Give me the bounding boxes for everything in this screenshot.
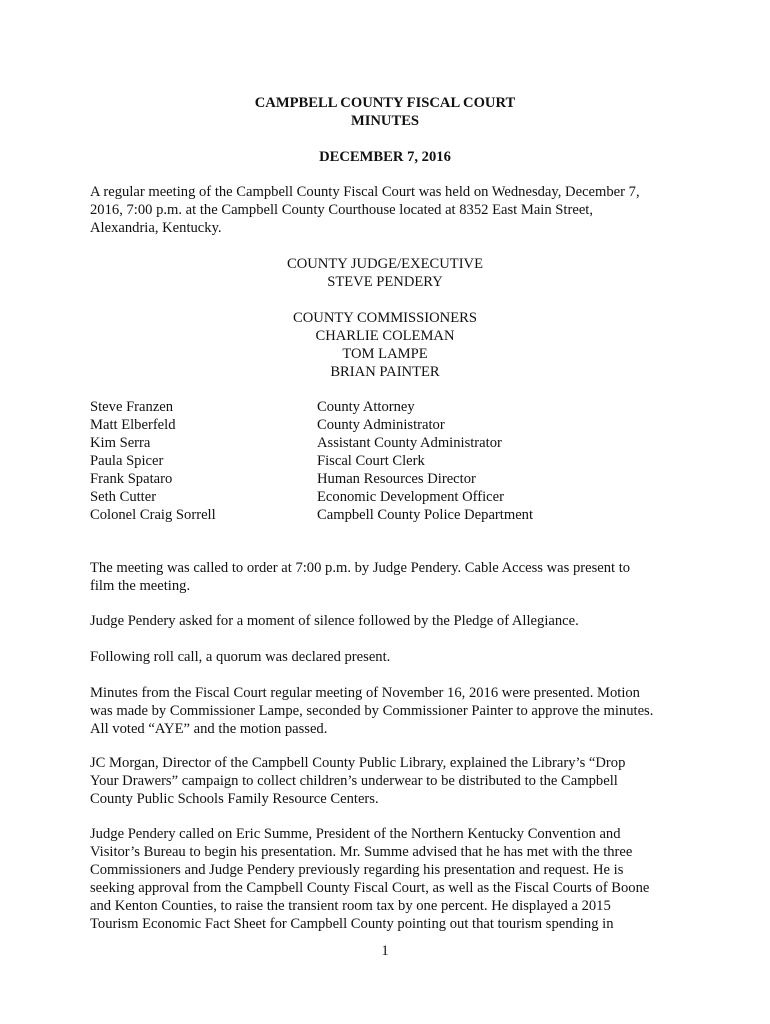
commissioners-block — [0, 309, 770, 381]
paragraph-line: 2016, 7:00 p.m. at the Campbell County Courthouse located at 8352 East Main Street, — [90, 202, 593, 218]
staff-name: Steve Franzen — [90, 399, 174, 415]
staff-title: Assistant County Administrator — [317, 435, 502, 451]
staff-title: Human Resources Director — [317, 471, 476, 487]
staff-name: Matt Elberfeld — [90, 417, 176, 433]
paragraph-pledge — [90, 612, 690, 630]
paragraph-line: Following roll call, a quorum was declared present. — [90, 649, 391, 665]
paragraph-line: film the meeting. — [90, 578, 191, 594]
staff-title: Economic Development Officer — [317, 489, 504, 505]
paragraph-library — [90, 754, 690, 808]
paragraph-line: JC Morgan, Director of the Campbell County Public Library, explained the Library’s “Drop — [90, 755, 626, 771]
document-title — [0, 94, 770, 130]
title-line-1: CAMPBELL COUNTY FISCAL COURT — [254, 95, 516, 111]
paragraph-line: The meeting was called to order at 7:00 p.m. by Judge Pendery. Cable Access was present to — [90, 560, 631, 576]
paragraph-line: Commissioners and Judge Pendery previously regarding his presentation and request. He is — [90, 862, 624, 878]
paragraph-line: Judge Pendery called on Eric Summe, President of the Northern Kentucky Convention and — [90, 826, 621, 842]
paragraph-line: Your Drawers” campaign to collect children’s underwear to be distributed to the Campbell — [90, 773, 618, 789]
judge-executive-block — [0, 255, 770, 291]
paragraph-convention-bureau — [90, 825, 690, 933]
paragraph-line: Visitor’s Bureau to begin his presentation. Mr. Summe advised that he has met with the three — [90, 844, 633, 860]
staff-title: Campbell County Police Department — [317, 507, 534, 523]
staff-title: County Attorney — [317, 399, 415, 415]
commissioners-title: COUNTY COMMISSIONERS — [293, 310, 477, 326]
staff-title: County Administrator — [317, 417, 445, 433]
staff-name: Frank Spataro — [90, 471, 173, 487]
paragraph-line: Judge Pendery asked for a moment of silence followed by the Pledge of Allegiance. — [90, 613, 579, 629]
intro-paragraph — [90, 183, 690, 237]
commissioner-name: TOM LAMPE — [342, 346, 428, 362]
paragraph-line: Minutes from the Fiscal Court regular meeting of November 16, 2016 were presented. Motion — [90, 685, 640, 701]
judge-name: STEVE PENDERY — [327, 274, 443, 290]
paragraph-line: Tourism Economic Fact Sheet for Campbell County pointing out that tourism spending in — [90, 916, 614, 932]
staff-name: Colonel Craig Sorrell — [90, 507, 216, 523]
meeting-date: DECEMBER 7, 2016 — [319, 149, 451, 165]
paragraph-line: seeking approval from the Campbell County Fiscal Court, as well as the Fiscal Courts of Boone — [90, 880, 650, 896]
paragraph-line: was made by Commissioner Lampe, seconded by Commissioner Painter to approve the minutes. — [90, 703, 654, 719]
paragraph-line: A regular meeting of the Campbell County Fiscal Court was held on Wednesday, December 7, — [90, 184, 640, 200]
staff-title: Fiscal Court Clerk — [317, 453, 425, 469]
paragraph-roll-call — [90, 648, 690, 666]
paragraph-line: and Kenton Counties, to raise the transient room tax by one percent. He displayed a 2015 — [90, 898, 611, 914]
paragraph-minutes-approval — [90, 684, 690, 738]
page-number: 1 — [381, 943, 389, 959]
commissioner-name: CHARLIE COLEMAN — [315, 328, 455, 344]
paragraph-line: All voted “AYE” and the motion passed. — [90, 721, 328, 737]
staff-name: Paula Spicer — [90, 453, 164, 469]
paragraph-line: Alexandria, Kentucky. — [90, 220, 222, 236]
staff-name: Seth Cutter — [90, 489, 157, 505]
paragraph-line: County Public Schools Family Resource Centers. — [90, 791, 379, 807]
paragraph-call-to-order — [90, 559, 690, 595]
commissioner-name: BRIAN PAINTER — [330, 364, 440, 380]
staff-name: Kim Serra — [90, 435, 151, 451]
judge-title: COUNTY JUDGE/EXECUTIVE — [286, 256, 484, 272]
title-line-2: MINUTES — [350, 113, 420, 129]
